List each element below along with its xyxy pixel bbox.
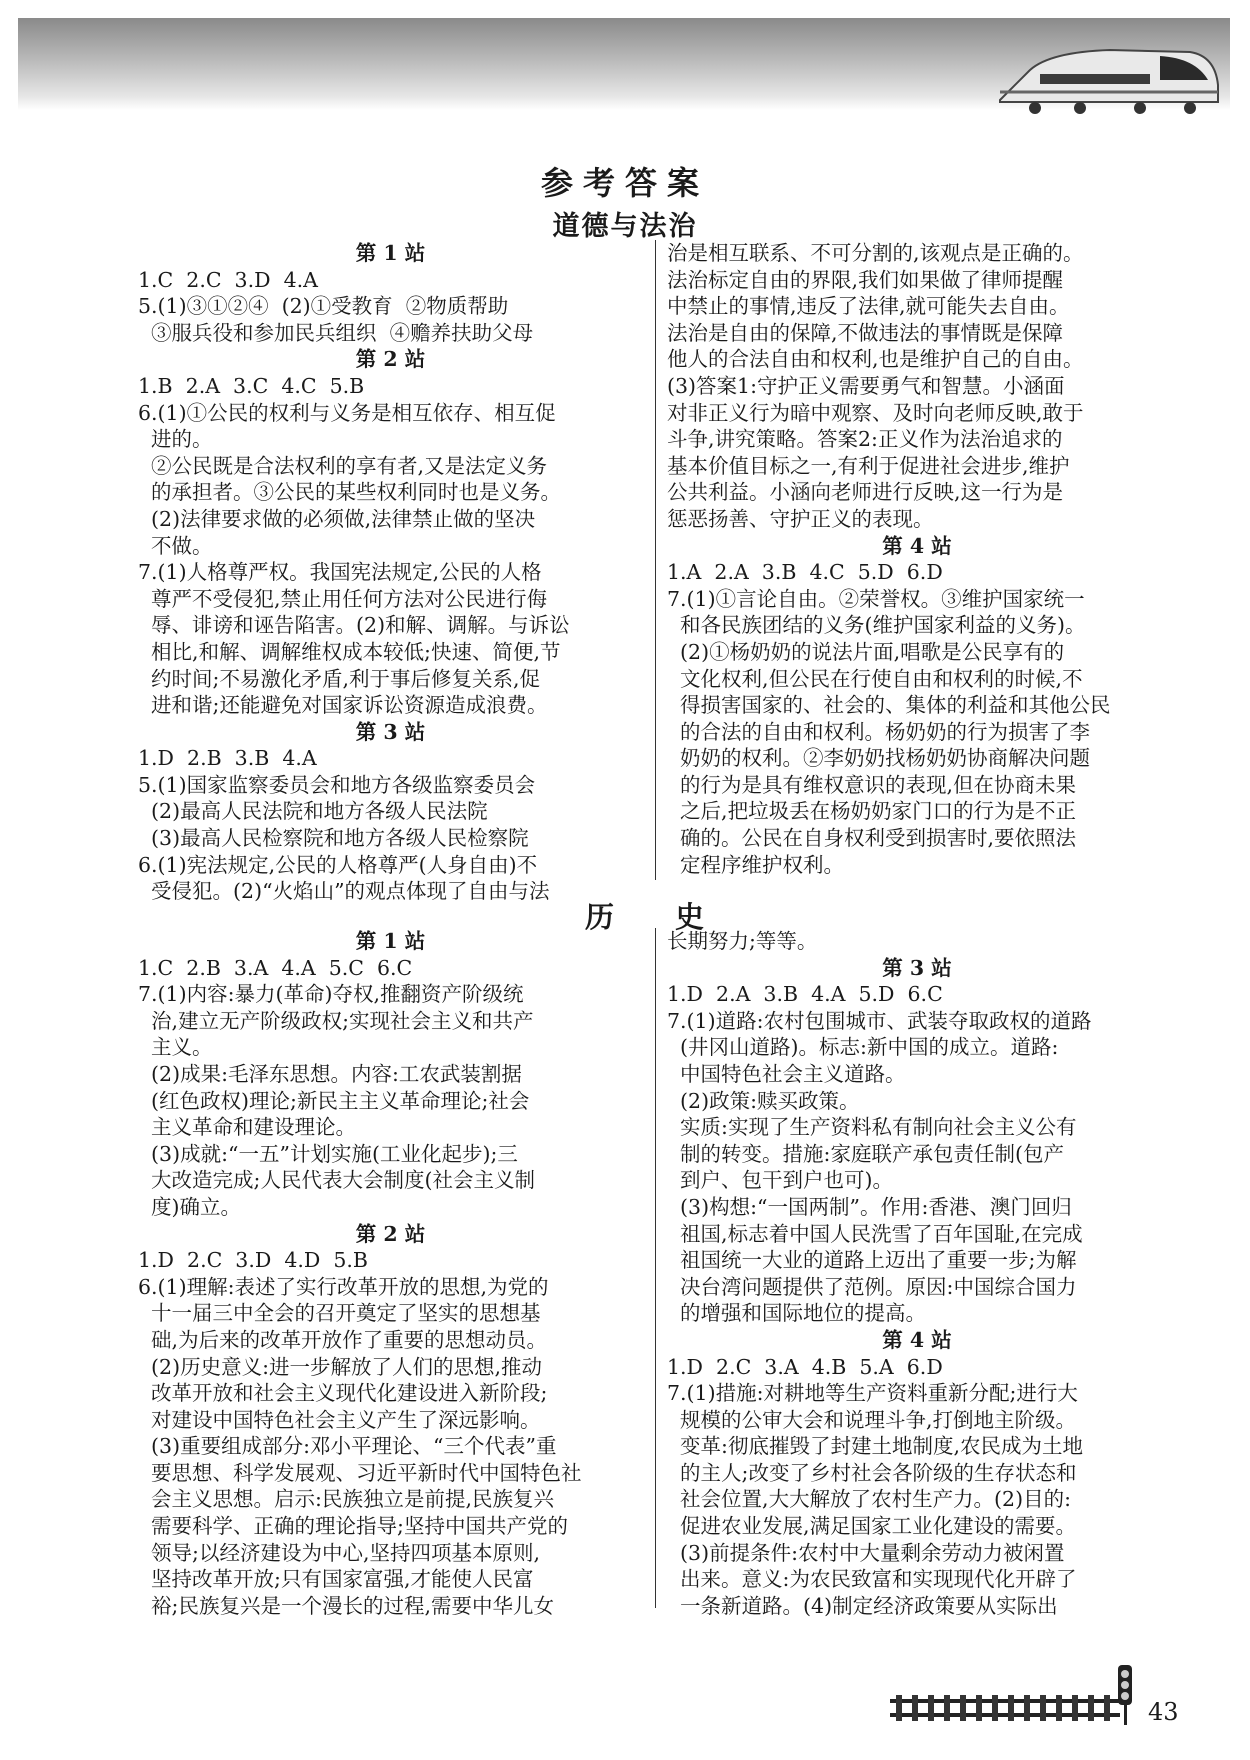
answer-line: (3)答案1:守护正义需要勇气和智慧。小涵面 [667,373,1065,398]
answer-line: 社会位置,大大解放了农村生产力。(2)目的: [667,1487,1072,1512]
answer-line: 确的。公民在自身权利受到损害时,要依照法 [667,826,1077,851]
answer-line: 1.D 2.C 3.A 4.B 5.A 6.D [667,1354,943,1379]
answer-line: 的增强和国际地位的提高。 [667,1301,927,1326]
answer-line: 辱、诽谤和诬告陷害。(2)和解、调解。与诉讼 [138,613,570,638]
answer-line: 祖国统一大业的道路上迈出了重要一步;为解 [667,1248,1077,1273]
answer-line: 进的。 [138,427,213,452]
answer-line: (红色政权)理论;新民主主义革命理论;社会 [138,1088,530,1113]
answer-line: 1.D 2.A 3.B 4.A 5.D 6.C [667,982,943,1007]
answer-line: (2)政策:赎买政策。 [667,1088,860,1113]
answer-line: 决台湾问题提供了范例。原因:中国综合国力 [667,1274,1077,1299]
answer-line: 得损害国家的、社会的、集体的利益和其他公民 [667,693,1111,718]
answer-line: (3)成就:“一五”计划实施(工业化起步);三 [138,1141,518,1166]
answer-line: 实质:实现了生产资料私有制向社会主义公有 [667,1115,1077,1140]
page-title: 参考答案 [540,164,709,202]
answer-line: 不做。 [138,533,213,558]
answer-line: 6.(1)宪法规定,公民的人格尊严(人身自由)不 [138,852,538,877]
answer-line: 需要科学、正确的理论指导;坚持中国共产党的 [138,1514,568,1539]
answer-line: 会主义思想。启示:民族独立是前提,民族复兴 [138,1487,554,1512]
answer-line: 中禁止的事情,违反了法律,就可能失去自由。 [667,294,1070,319]
answer-line: 他人的合法自由和权利,也是维护自己的自由。 [667,347,1084,372]
answer-line: 公共利益。小涵向老师进行反映,这一行为是 [667,480,1064,505]
section-heading: 第 1 站 [355,929,426,953]
answer-line: 裕;民族复兴是一个漫长的过程,需要中华儿女 [138,1593,554,1618]
answer-line: 改革开放和社会主义现代化建设进入新阶段; [138,1381,548,1406]
answer-line: 要思想、科学发展观、习近平新时代中国特色社 [138,1460,582,1485]
answer-line: 基本价值目标之一,有利于促进社会进步,维护 [667,453,1070,478]
section-heading: 第 3 站 [882,955,952,980]
column-divider-top [655,240,656,880]
answer-line: 对建设中国特色社会主义产生了深远影响。 [138,1407,541,1432]
rail-track-icon [890,1695,1120,1721]
answer-line: 1.D 2.B 3.B 4.A [138,746,317,771]
section-heading: 第 2 站 [355,347,426,372]
answer-line: (3)最高人民检察院和地方各级人民检察院 [138,826,529,851]
page-number: 43 [1148,1698,1179,1726]
answer-line: 定程序维护权利。 [667,852,845,877]
answer-line: 中国特色社会主义道路。 [667,1061,906,1086]
answer-line: 法治是自由的保障,不做违法的事情既是保障 [667,320,1064,345]
column-right-history [667,928,1167,1619]
answer-line: 祖国,标志着中国人民洗雪了百年国耻,在完成 [667,1221,1083,1246]
answer-line: 对非正义行为暗中观察、及时向老师反映,敢于 [667,400,1084,425]
section-heading: 第 4 站 [882,1327,952,1352]
answer-line: 1.D 2.C 3.D 4.D 5.B [138,1248,368,1273]
answer-line: 的主人;改变了乡村社会各阶级的生存状态和 [667,1460,1077,1485]
answer-line: 的行为是具有维权意识的表现,但在协商未果 [667,772,1077,797]
answer-line: 出来。意义:为农民致富和实现现代化开辟了 [667,1567,1077,1592]
section-heading: 第 1 站 [355,241,426,265]
answer-line: 7.(1)道路:农村包围城市、武装夺取政权的道路 [667,1008,1092,1033]
column-right-ethics [667,240,1167,878]
answer-line: 的承担者。③公民的某些权利同时也是义务。 [138,480,562,505]
answer-line: 7.(1)①言论自由。②荣誉权。③维护国家统一 [667,586,1085,611]
answer-line: 变革:彻底摧毁了封建土地制度,农民成为土地 [667,1434,1083,1459]
answer-line: (3)前提条件:农村中大量剩余劳动力被闲置 [667,1540,1065,1565]
answer-line: 治,建立无产阶级政权;实现社会主义和共产 [138,1008,534,1033]
answer-line: 受侵犯。(2)“火焰山”的观点体现了自由与法 [138,879,550,904]
answer-line: 尊严不受侵犯,禁止用任何方法对公民进行侮 [138,586,548,611]
answer-line: 进和谐;还能避免对国家诉讼资源造成浪费。 [138,693,548,718]
answer-line: 6.(1)理解:表述了实行改革开放的思想,为党的 [138,1274,549,1299]
answer-line: (2)成果:毛泽东思想。内容:工农武装割据 [138,1061,522,1086]
answer-line: 十一届三中全会的召开奠定了坚实的思想基 [138,1301,541,1326]
answer-line: 治是相互联系、不可分割的,该观点是正确的。 [667,241,1084,265]
answer-line: 1.C 2.B 3.A 4.A 5.C 6.C [138,955,413,980]
answer-line: (2)最高人民法院和地方各级人民法院 [138,799,488,824]
answer-line: 领导;以经济建设为中心,坚持四项基本原则, [138,1540,540,1565]
answer-line: 7.(1)内容:暴力(革命)夺权,推翻资产阶级统 [138,982,524,1007]
subject-title-history-2: 史 [675,900,705,934]
answer-line: 到户、包干到户也可)。 [667,1168,894,1193]
answer-line: 5.(1)③①②④ (2)①受教育 ②物质帮助 [138,294,509,319]
answer-line: 1.A 2.A 3.B 4.C 5.D 6.D [667,560,943,585]
section-heading: 第 4 站 [882,533,952,558]
answer-line: 坚持改革开放;只有国家富强,才能使人民富 [138,1567,534,1592]
answer-line: 惩恶扬善、守护正义的表现。 [667,506,934,531]
answer-line: 1.C 2.C 3.D 4.A [138,267,318,292]
train-icon [990,30,1220,125]
column-divider-bottom [655,928,656,1608]
answer-line: 规模的公审大会和说理斗争,打倒地主阶级。 [667,1407,1077,1432]
answer-line: 5.(1)国家监察委员会和地方各级监察委员会 [138,772,536,797]
answer-line: 6.(1)①公民的权利与义务是相互依存、相互促 [138,400,556,425]
answer-line: 7.(1)人格尊严权。我国宪法规定,公民的人格 [138,560,542,585]
answer-line: (3)重要组成部分:邓小平理论、“三个代表”重 [138,1434,557,1459]
column-left-ethics [138,240,643,905]
answer-line: 斗争,讲究策略。答案2:正义作为法治追求的 [667,427,1063,452]
subject-title-ethics: 道德与法治 [552,211,698,242]
section-heading: 第 2 站 [355,1221,426,1246]
subject-title-history-1: 历 [585,900,615,934]
answer-line: 相比,和解、调解维权成本较低;快速、简便,节 [138,639,561,664]
answer-line: 础,为后来的改革开放作了重要的思想动员。 [138,1327,548,1352]
answer-line: 约时间;不易激化矛盾,利于事后修复关系,促 [138,666,540,691]
traffic-signal-icon [1116,1665,1134,1725]
answer-line: ②公民既是合法权利的享有者,又是法定义务 [138,453,548,478]
answer-line: 大改造完成;人民代表大会制度(社会主义制 [138,1168,535,1193]
answer-line: (井冈山道路)。标志:新中国的成立。道路: [667,1035,1059,1060]
answer-line: ③服兵役和参加民兵组织 ④赡养扶助父母 [138,320,534,345]
answer-line: 7.(1)措施:对耕地等生产资料重新分配;进行大 [667,1381,1078,1406]
answer-line: 1.B 2.A 3.C 4.C 5.B [138,373,365,398]
answer-line: 奶奶的权利。②李奶奶找杨奶奶协商解决问题 [667,746,1091,771]
answer-line: 度)确立。 [138,1194,242,1219]
answer-line: 制的转变。措施:家庭联产承包责任制(包产 [667,1141,1064,1166]
answer-line: 之后,把垃圾丢在杨奶奶家门口的行为是不正 [667,799,1077,824]
column-left-history [138,928,643,1619]
answer-line: 一条新道路。(4)制定经济政策要从实际出 [667,1593,1058,1618]
answer-line: (3)构想:“一国两制”。作用:香港、澳门回归 [667,1194,1072,1219]
answer-line: 法治标定自由的界限,我们如果做了律师提醒 [667,267,1064,292]
answer-line: 主义革命和建设理论。 [138,1115,357,1140]
answer-line: (2)历史意义:进一步解放了人们的思想,推动 [138,1354,543,1379]
answer-line: 长期努力;等等。 [667,929,818,953]
answer-line: 文化权利,但公民在行使自由和权利的时候,不 [667,666,1083,691]
answer-line: 促进农业发展,满足国家工业化建设的需要。 [667,1514,1077,1539]
answer-line: 主义。 [138,1035,213,1060]
answer-line: (2)法律要求做的必须做,法律禁止做的坚决 [138,506,536,531]
answer-line: (2)①杨奶奶的说法片面,唱歌是公民享有的 [667,639,1065,664]
answer-line: 和各民族团结的义务(维护国家利益的义务)。 [667,613,1086,638]
answer-line: 的合法的自由和权利。杨奶奶的行为损害了李 [667,719,1091,744]
section-heading: 第 3 站 [355,719,426,744]
